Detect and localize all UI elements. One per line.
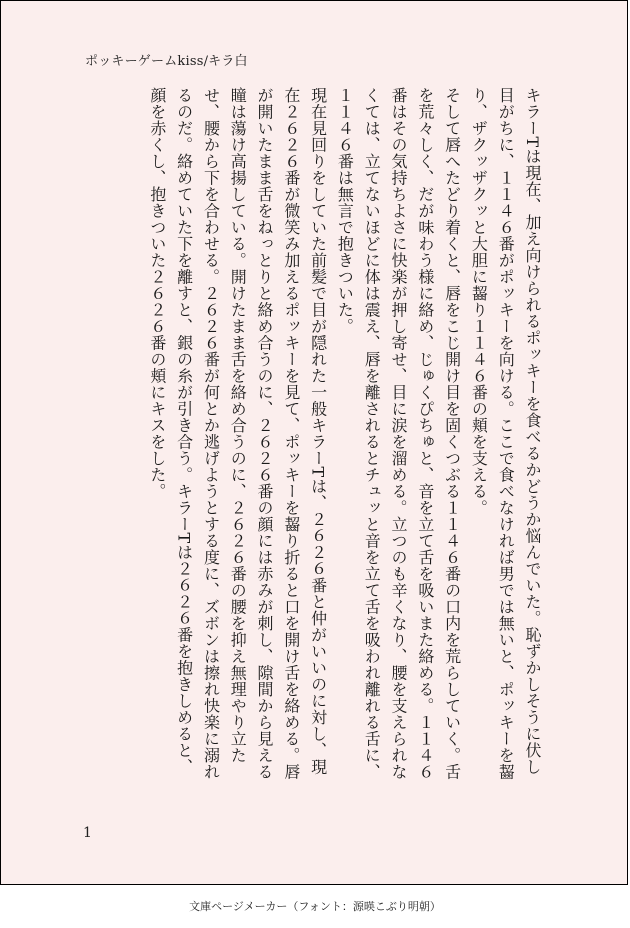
page-number: 1 — [83, 825, 92, 841]
body-text — [75, 87, 545, 787]
footer-credit: 文庫ページメーカー（フォント：源暎こぶり明朝） — [189, 900, 441, 913]
document-title: ポッキーゲームkiss/キラ白 — [85, 54, 248, 69]
paragraph: 現在見回りをしていた前髪で目が隠れた一般キラーTは、２６２６番と仲がいいのに対し、現在２６２６番が微笑み加えるポッキーを見て、ポッキーを齧り折ると口を開け舌を絡める。唇が開いたまま舌をねっとりと絡め合うのに、２６２６番の顔には赤みが刺し、隙間から見える瞳は蕩け高揚している。開けたまま舌を絡め合うのに、２６２６番の腰を抑え無理やり立たせ、腰から下を合わせる。２６２６番が何とか逃げようとする度に、ズボンは擦れ快楽に溺れるのだ。絡めていた下を離すと、銀の糸が引き合う。キラーTは２６２６番を抱きしめると、顔を赤くし、抱きついた２６２６番の頬にキスをした。 — [147, 87, 328, 780]
paragraph: キラーTは現在、加え向けられるポッキーを食べるかどうか悩んでいた。恥ずかしそうに伏し目がちに、１１４６番がポッキーを向ける。ここで食べなければ男では無いと、ポッキーを齧り、ザクッザクッと大胆に齧り１１４６番の頬を支える。 — [469, 87, 542, 780]
paragraph: そして唇へたどり着くと、唇をこじ開け目を固くつぶる１１４６番の口内を荒らしていく。舌を荒々しく、だが味わう様に絡め、じゅくぴちゅと、音を立て舌を吸いまた絡める。１１４６番はその気持ちよさに快楽が押し寄せ、目に涙を溜める。立つのも辛くなり、腰を支えられなくては、立てないほどに体は震え、唇を離されるとチュッと音を立て舌を吸われ離れる舌に、１１４６番は無言で抱きついた。 — [335, 87, 462, 780]
